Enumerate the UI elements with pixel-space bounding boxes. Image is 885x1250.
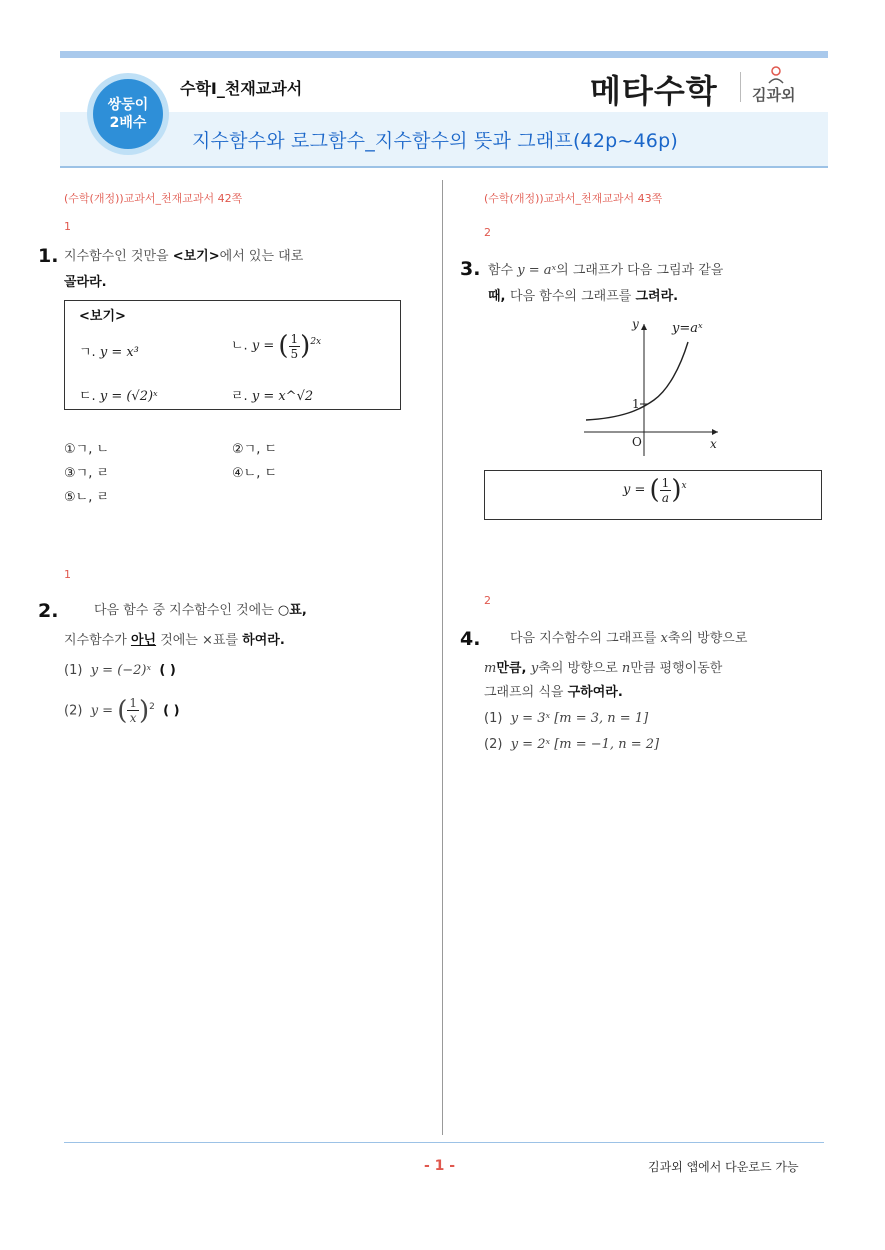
q4-item-2: (2) y = 2ˣ [m = −1, n = 2] <box>484 737 660 752</box>
q1-small-number: 1 <box>64 220 71 233</box>
q1-choice-4[interactable]: ④ㄴ, ㄷ <box>232 466 278 481</box>
subject-label: 수학Ⅰ_천재교과서 <box>180 79 303 98</box>
person-icon <box>766 66 786 84</box>
brand-sub-logo: 김과외 <box>752 86 796 104</box>
column-divider <box>442 180 443 1135</box>
badge: 쌍둥이 2배수 <box>107 97 149 131</box>
q2-item-1: (1) y = (−2)ˣ ( ) <box>64 663 176 678</box>
q4-text-line2: m만큼, y축의 방향으로 n만큼 평행이동한 <box>484 661 723 676</box>
page-title: 지수함수와 로그함수_지수함수의 뜻과 그래프(42p~46p) <box>192 130 678 152</box>
left-source: (수학(개정))교과서_천재교과서 42쪽 <box>64 192 243 205</box>
bogi-item-c: ㄷ. y = (√2)ˣ <box>79 389 158 404</box>
q4-text-line1: 다음 지수함수의 그래프를 x축의 방향으로 <box>510 631 748 646</box>
q4-number: 4. <box>460 628 481 650</box>
bogi-item-b: ㄴ. y = ( $\frac{1}{5}$ )$^{2x}$ <box>231 331 322 361</box>
q2-number: 2. <box>38 600 59 622</box>
q1-choice-5[interactable]: ⑤ㄴ, ㄹ <box>64 490 110 505</box>
q3-text: 함수 y = aˣ의 그래프가 다음 그림과 같을 때, 다음 함수의 그래프를 그려라. <box>488 263 724 304</box>
graph-origin-label: O <box>632 435 642 449</box>
q1-choice-1[interactable]: ①ㄱ, ㄴ <box>64 442 110 457</box>
q3-small-number: 2 <box>484 226 491 239</box>
graph-y-label: y <box>632 318 639 331</box>
header-top-band <box>60 51 828 58</box>
bogi-item-a: ㄱ. y = x³ <box>79 345 139 360</box>
header-divider <box>60 166 828 168</box>
page-number: - 1 - <box>424 1158 456 1174</box>
q3-answer-function: y = ( $\frac{1}{a}$ )$^x$ <box>623 475 687 505</box>
bogi-box <box>64 300 401 410</box>
logo-separator <box>740 72 741 102</box>
exponential-graph <box>582 318 722 458</box>
q4-small-number: 2 <box>484 594 491 607</box>
graph-one-label: 1 <box>632 397 640 411</box>
q3-answer-box <box>484 470 822 520</box>
q1-choice-2[interactable]: ②ㄱ, ㄷ <box>232 442 278 457</box>
right-source: (수학(개정))교과서_천재교과서 43쪽 <box>484 192 663 205</box>
bogi-title: <보기> <box>79 309 126 324</box>
brand-logo: 메타수학 <box>590 72 718 110</box>
q2-item-2: (2) y = ( $\frac{1}{x}$ )$^2$ ( ) <box>64 695 180 726</box>
q1-choice-3[interactable]: ③ㄱ, ㄹ <box>64 466 110 481</box>
footer-divider <box>64 1142 824 1143</box>
q1-number: 1. <box>38 245 59 267</box>
graph-x-label: x <box>710 437 717 451</box>
graph-curve-label: y=aˣ <box>672 321 703 336</box>
q3-number: 3. <box>460 258 481 280</box>
q4-item-1: (1) y = 3ˣ [m = 3, n = 1] <box>484 711 649 726</box>
q1-text: 지수함수인 것만을 <보기>에서 있는 대로 골라라. <box>64 249 304 290</box>
q2-text-line1: 다음 함수 중 지수함수인 것에는 ○표, <box>94 603 307 618</box>
bogi-item-d: ㄹ. y = x^√2 <box>231 389 314 404</box>
q4-text-line3: 그래프의 식을 구하여라. <box>484 685 623 700</box>
q2-text-line2: 지수함수가 아닌 것에는 ×표를 하여라. <box>64 633 285 648</box>
footer-note: 김과외 앱에서 다운로드 가능 <box>648 1160 799 1174</box>
q2-small-number: 1 <box>64 568 71 581</box>
